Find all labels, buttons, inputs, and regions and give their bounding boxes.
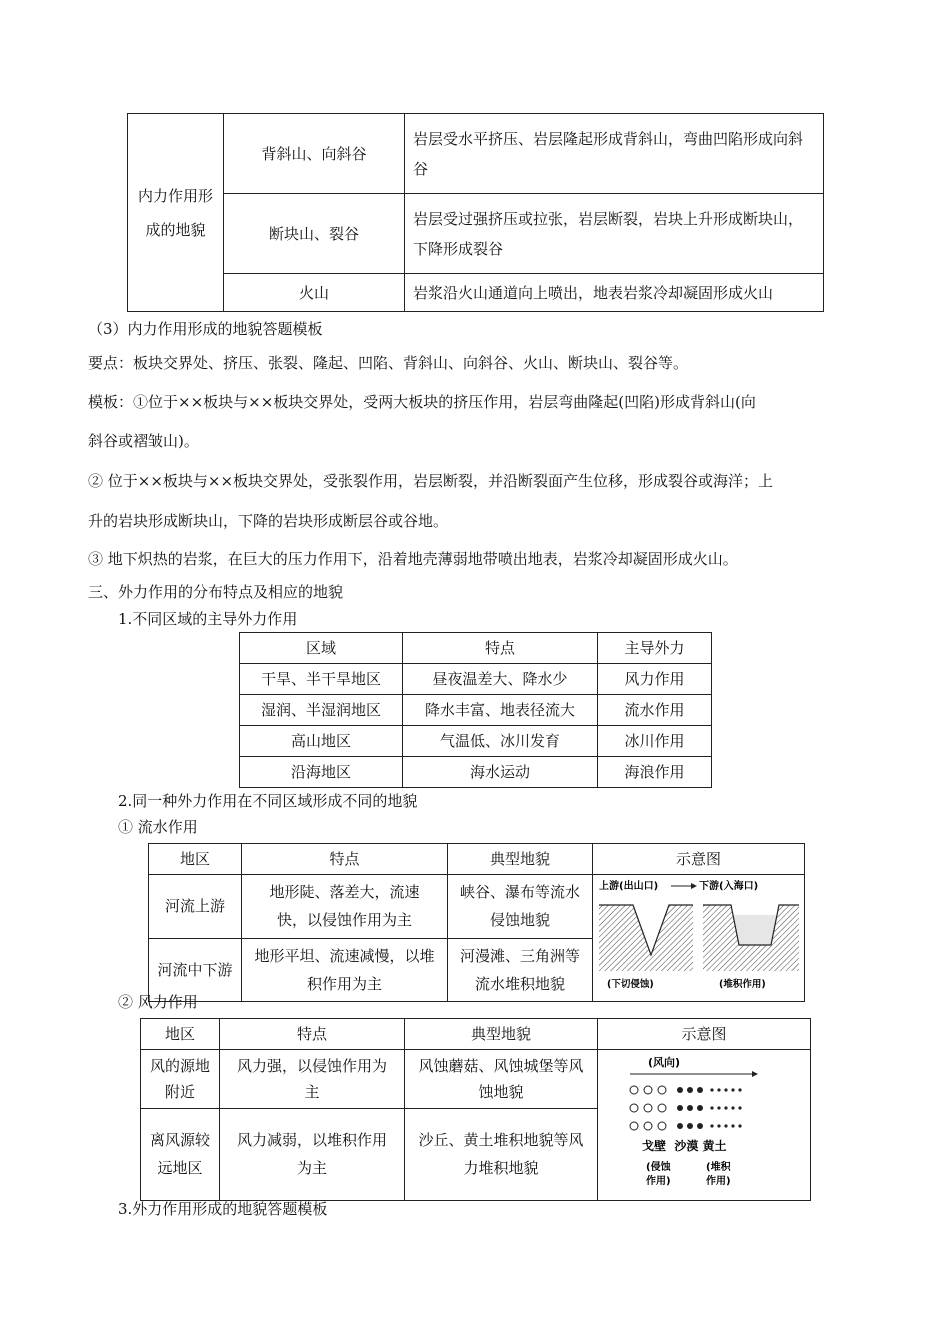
- header-cell: 典型地貌: [448, 844, 593, 875]
- desc-cell: 岩层受过强挤压或拉张，岩层断裂，岩块上升形成断块山，下降形成裂谷: [405, 194, 824, 274]
- desc-cell: 岩层受水平挤压、岩层隆起形成背斜山，弯曲凹陷形成向斜谷: [405, 114, 824, 194]
- landform-cell: 背斜山、向斜谷: [224, 114, 405, 194]
- table-cell: 高山地区: [240, 726, 403, 757]
- deposit-note: (堆积: [706, 1162, 731, 1173]
- table-cell: 风力减弱，以堆积作用为主: [220, 1108, 405, 1200]
- table-cell: 海浪作用: [598, 757, 712, 788]
- header-cell: 区域: [240, 633, 403, 664]
- erosion-note: (侵蚀: [646, 1162, 671, 1173]
- table-cell: 风力作用: [598, 664, 712, 695]
- river-diagram-cell: [593, 875, 805, 1002]
- subsection-3: 3.外力作用形成的地貌答题模板: [118, 1200, 328, 1218]
- table-cell: 沙丘、黄土堆积地貌等风力堆积地貌: [405, 1108, 598, 1200]
- template-3: ③ 地下炽热的岩浆，在巨大的压力作用下，沿着地壳薄弱地带喷出地表，岩浆冷却凝固形成火山。: [88, 550, 738, 568]
- wind-diagram: [598, 1050, 806, 1190]
- desc-cell: 岩浆沿火山通道向上喷出，地表岩浆冷却凝固形成火山: [405, 274, 824, 312]
- header-cell: 主导外力: [598, 633, 712, 664]
- erosion-note-2: 作用): [646, 1176, 671, 1187]
- endogenic-landform-table: [127, 113, 824, 312]
- table-cell: 湿润、半湿润地区: [240, 695, 403, 726]
- table-cell: 降水丰富、地表径流大: [403, 695, 598, 726]
- header-cell: 地区: [149, 844, 242, 875]
- table-cell: 河漫滩、三角洲等流水堆积地貌: [448, 938, 593, 1002]
- subsection-2: 2.同一种外力作用在不同区域形成不同的地貌: [118, 792, 418, 810]
- downstream-label: 下游(入海口): [699, 881, 759, 892]
- table-cell: 河流上游: [149, 875, 242, 939]
- header-cell: 地区: [141, 1019, 220, 1050]
- table-cell: 地形平坦、流速减慢，以堆积作用为主: [242, 938, 448, 1002]
- downcut-label: (下切侵蚀): [607, 979, 654, 990]
- sediment-fill: [733, 915, 777, 945]
- header-cell: 特点: [403, 633, 598, 664]
- header-cell: 示意图: [593, 844, 805, 875]
- table-cell: 离风源较远地区: [141, 1108, 220, 1200]
- wind-arrow-head: [752, 1071, 758, 1077]
- group-label: 内力作用形成的地貌: [128, 114, 224, 312]
- table-cell: 风蚀蘑菇、风蚀城堡等风蚀地貌: [405, 1050, 598, 1109]
- table-cell: 风的源地附近: [141, 1050, 220, 1109]
- water-action-table: [148, 843, 805, 1002]
- header-cell: 典型地貌: [405, 1019, 598, 1050]
- header-cell: 特点: [220, 1019, 405, 1050]
- section-3-title: 三、外力作用的分布特点及相应的地貌: [88, 583, 344, 601]
- v-valley-shape: [599, 905, 693, 971]
- header-cell: 特点: [242, 844, 448, 875]
- header-cell: 示意图: [598, 1019, 811, 1050]
- flow-arrow-head: [691, 883, 697, 889]
- loess-dots: [710, 1088, 741, 1127]
- table-cell: 地形陡、落差大，流速快，以侵蚀作用为主: [242, 875, 448, 939]
- landform-cell: 火山: [224, 274, 405, 312]
- wind-action-table: [140, 1018, 811, 1201]
- landform-cell: 断块山、裂谷: [224, 194, 405, 274]
- table-cell: 海水运动: [403, 757, 598, 788]
- wind-diagram-cell: [598, 1050, 811, 1201]
- wind-heading: ② 风力作用: [118, 993, 198, 1011]
- table-cell: 昼夜温差大、降水少: [403, 664, 598, 695]
- table-cell: 河流中下游: [149, 938, 242, 1002]
- table-cell: 气温低、冰川发育: [403, 726, 598, 757]
- keypoints: 要点：板块交界处、挤压、张裂、隆起、凹陷、背斜山、向斜谷、火山、断块山、裂谷等。: [88, 354, 689, 372]
- gobi-circles: [630, 1086, 666, 1130]
- deposit-label: (堆积作用): [719, 979, 766, 990]
- table-cell: 干旱、半干旱地区: [240, 664, 403, 695]
- wind-direction-label: (风向): [648, 1056, 681, 1069]
- subsection-1: 1.不同区域的主导外力作用: [118, 610, 298, 628]
- dominant-force-table: [239, 632, 712, 788]
- template-1a: 模板：①位于××板块与××板块交界处，受两大板块的挤压作用，岩层弯曲隆起(凹陷)形成背斜山(向: [88, 393, 756, 411]
- template-2a: ② 位于××板块与××板块交界处，受张裂作用，岩层断裂，并沿断裂面产生位移，形成裂谷或海洋；上: [88, 472, 774, 490]
- upstream-label: 上游(出山口): [599, 881, 659, 892]
- table-cell: 风力强，以侵蚀作用为主: [220, 1050, 405, 1109]
- table-cell: 峡谷、瀑布等流水侵蚀地貌: [448, 875, 593, 939]
- river-diagram: [593, 875, 803, 991]
- template-2b: 升的岩块形成断块山，下降的岩块形成断层谷或谷地。: [88, 512, 449, 530]
- table-cell: 沿海地区: [240, 757, 403, 788]
- table-cell: 冰川作用: [598, 726, 712, 757]
- table-cell: 流水作用: [598, 695, 712, 726]
- sand-dots: [677, 1087, 703, 1129]
- water-heading: ① 流水作用: [118, 818, 198, 836]
- deposit-note-2: 作用): [706, 1176, 731, 1187]
- zone-labels: 戈壁 沙漠 黄土: [642, 1139, 727, 1153]
- template-1b: 斜谷或褶皱山)。: [88, 432, 199, 450]
- heading-3: （3）内力作用形成的地貌答题模板: [88, 320, 323, 338]
